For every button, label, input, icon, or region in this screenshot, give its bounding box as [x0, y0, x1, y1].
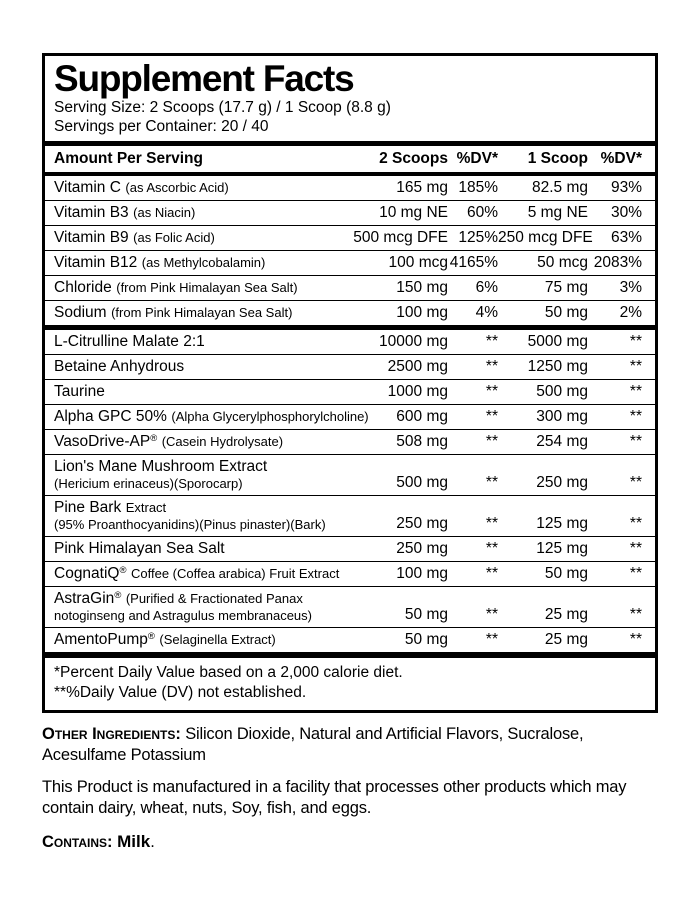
- table-row: [45, 330, 655, 354]
- ingredient-note-line2: (Hericium erinaceus)(Sporocarp): [54, 476, 243, 491]
- header-percent-dv-2-scoops: %DV*: [456, 150, 498, 167]
- ingredient-name-cell: [54, 407, 369, 426]
- amount-2-scoops: 100 mg: [396, 304, 448, 321]
- ingredient-name-cell: [54, 564, 338, 583]
- ingredient-note-line2: (95% Proanthocyanidins)(Pinus pinaster)(Bark): [54, 517, 326, 532]
- amount-1-scoop: 300 mg: [536, 408, 588, 425]
- header-amount-per-serving: Amount Per Serving: [54, 150, 203, 167]
- percent-dv-1-scoop: 93%: [610, 179, 642, 196]
- amount-2-scoops: 1000 mg: [387, 383, 448, 400]
- percent-dv-2-scoops: **: [485, 358, 498, 375]
- amount-1-scoop: 250 mg: [536, 474, 588, 491]
- amount-2-scoops: 150 mg: [396, 279, 448, 296]
- percent-dv-1-scoop: **: [629, 631, 642, 648]
- ingredient-name: VasoDrive-AP: [54, 433, 151, 450]
- amount-1-scoop: 50 mg: [544, 304, 588, 321]
- amount-1-scoop: 125 mg: [536, 515, 588, 532]
- ingredient-name: Alpha GPC 50%: [54, 408, 167, 425]
- percent-dv-2-scoops: **: [485, 333, 498, 350]
- contains-statement: [42, 832, 658, 852]
- registered-trademark-icon: ®: [147, 631, 155, 642]
- ingredient-note: (as Methylcobalamin): [141, 255, 266, 270]
- ingredient-note: (Casein Hydrolysate): [161, 434, 284, 449]
- percent-dv-1-scoop: 30%: [610, 204, 642, 221]
- percent-dv-1-scoop: **: [629, 474, 642, 491]
- ingredient-name-cell: [54, 539, 338, 558]
- percent-dv-2-scoops: **: [485, 631, 498, 648]
- ingredient-name-cell: [54, 382, 338, 401]
- table-row: [45, 561, 655, 586]
- amount-1-scoop: 25 mg: [544, 606, 588, 623]
- amount-1-scoop: 125 mg: [536, 540, 588, 557]
- ingredient-name-cell: [54, 178, 338, 197]
- allergen-statement: This Product is manufactured in a facility that processes other products which may contain dairy, wheat, nuts, Soy, fish, and eggs.: [42, 778, 627, 817]
- percent-dv-1-scoop: **: [629, 540, 642, 557]
- amount-2-scoops: 50 mg: [404, 606, 448, 623]
- ingredient-note: (Purified & Fractionated Panax: [125, 591, 303, 606]
- ingredient-note: (as Ascorbic Acid): [125, 180, 229, 195]
- ingredient-name-cell: [54, 228, 338, 247]
- ingredient-name: AmentoPump: [54, 631, 148, 648]
- percent-dv-2-scoops: **: [485, 515, 498, 532]
- panel-title: Supplement Facts: [54, 58, 354, 99]
- percent-dv-2-scoops: 4165%: [449, 254, 498, 271]
- table-row: [45, 404, 655, 429]
- amount-1-scoop: 5 mg NE: [527, 204, 588, 221]
- table-row: [45, 225, 655, 250]
- registered-trademark-icon: ®: [119, 565, 127, 576]
- ingredient-name-cell: [54, 357, 338, 376]
- ingredient-name-cell: [54, 630, 338, 649]
- percent-dv-1-scoop: **: [629, 358, 642, 375]
- percent-dv-2-scoops: 60%: [466, 204, 498, 221]
- footnotes: [45, 658, 655, 710]
- percent-dv-1-scoop: **: [629, 408, 642, 425]
- amount-2-scoops: 250 mg: [396, 540, 448, 557]
- ingredient-name: Sodium: [54, 304, 107, 321]
- amount-1-scoop: 500 mg: [536, 383, 588, 400]
- amount-2-scoops: 500 mcg DFE: [353, 229, 448, 246]
- other-ingredients-statement: [42, 724, 660, 766]
- amount-1-scoop: 75 mg: [544, 279, 588, 296]
- percent-dv-1-scoop: 2%: [619, 304, 642, 321]
- ingredient-name: Pink Himalayan Sea Salt: [54, 540, 225, 557]
- amount-2-scoops: 100 mg: [396, 565, 448, 582]
- amount-1-scoop: 50 mg: [544, 565, 588, 582]
- percent-dv-2-scoops: 4%: [475, 304, 498, 321]
- table-row: [45, 627, 655, 652]
- footnote-daily-value: *Percent Daily Value based on a 2,000 calorie diet.: [54, 664, 403, 681]
- percent-dv-2-scoops: 6%: [475, 279, 498, 296]
- percent-dv-1-scoop: 63%: [610, 229, 642, 246]
- amount-2-scoops: 10 mg NE: [379, 204, 448, 221]
- header-percent-dv-1-scoop: %DV*: [600, 150, 642, 167]
- column-header-row: [45, 146, 655, 172]
- table-row: [45, 300, 655, 325]
- ingredient-name-cell: [54, 303, 338, 322]
- percent-dv-1-scoop: **: [629, 383, 642, 400]
- ingredient-name: Pine Bark: [54, 499, 122, 516]
- percent-dv-2-scoops: **: [485, 565, 498, 582]
- table-row: [45, 379, 655, 404]
- amount-1-scoop: 50 mcg: [537, 254, 588, 271]
- ingredient-note: (from Pink Himalayan Sea Salt): [116, 280, 298, 295]
- table-row: [45, 536, 655, 561]
- ingredient-name: CognatiQ: [54, 565, 120, 582]
- ingredient-note: Coffee (Coffea arabica) Fruit Extract: [130, 566, 340, 581]
- ingredient-name-cell: [54, 332, 338, 351]
- ingredient-name: Vitamin B12: [54, 254, 138, 271]
- ingredient-name: L-Citrulline Malate 2:1: [54, 333, 205, 350]
- percent-dv-2-scoops: **: [485, 408, 498, 425]
- amount-1-scoop: 1250 mg: [527, 358, 588, 375]
- amount-1-scoop: 82.5 mg: [531, 179, 588, 196]
- other-ingredients-text: Silicon Dioxide, Natural and Artificial Flavors, Sucralose, Acesulfame Potassium: [42, 725, 584, 764]
- amount-1-scoop: 5000 mg: [527, 333, 588, 350]
- ingredient-note: (as Niacin): [133, 205, 196, 220]
- table-row: [45, 586, 655, 627]
- supplement-facts-panel: [42, 53, 658, 713]
- servings-per-container: Servings per Container: 20 / 40: [54, 117, 269, 135]
- ingredient-name-cell: [54, 203, 338, 222]
- table-row: [45, 275, 655, 300]
- other-ingredients-label: Other Ingredients:: [42, 725, 181, 743]
- percent-dv-2-scoops: **: [485, 540, 498, 557]
- header-1-scoop: 1 Scoop: [527, 150, 588, 167]
- percent-dv-2-scoops: **: [485, 433, 498, 450]
- ingredient-name-cell: [54, 253, 338, 272]
- actives-section: [45, 330, 655, 652]
- ingredient-note-line2: notoginseng and Astragulus membranaceus): [54, 608, 312, 623]
- percent-dv-2-scoops: **: [485, 383, 498, 400]
- ingredient-name: Vitamin C: [54, 179, 121, 196]
- ingredient-name-cell: [54, 498, 338, 533]
- amount-2-scoops: 250 mg: [396, 515, 448, 532]
- table-row: [45, 354, 655, 379]
- ingredient-note: (Alpha Glycerylphosphorylcholine): [171, 409, 369, 424]
- table-row: [45, 495, 655, 536]
- amount-1-scoop: 250 mcg DFE: [498, 229, 593, 246]
- ingredient-name: Lion's Mane Mushroom Extract: [54, 458, 268, 475]
- amount-1-scoop: 254 mg: [536, 433, 588, 450]
- amount-2-scoops: 500 mg: [396, 474, 448, 491]
- percent-dv-1-scoop: **: [629, 565, 642, 582]
- footnote-not-established: **%Daily Value (DV) not established.: [54, 683, 307, 701]
- contains-value: Milk: [117, 832, 151, 851]
- ingredient-note: (as Folic Acid): [133, 230, 215, 245]
- amount-2-scoops: 50 mg: [404, 631, 448, 648]
- contains-period: .: [150, 833, 155, 851]
- vitamins-section: [45, 176, 655, 325]
- table-row: [45, 176, 655, 200]
- amount-2-scoops: 10000 mg: [379, 333, 448, 350]
- ingredient-name: Betaine Anhydrous: [54, 358, 185, 375]
- ingredient-name: AstraGin: [54, 590, 115, 607]
- header-2-scoops: 2 Scoops: [379, 150, 448, 167]
- ingredient-name: Vitamin B3: [54, 204, 129, 221]
- table-row: [45, 429, 655, 454]
- percent-dv-2-scoops: **: [485, 474, 498, 491]
- ingredient-name-cell: [54, 278, 338, 297]
- amount-1-scoop: 25 mg: [544, 631, 588, 648]
- table-row: [45, 200, 655, 225]
- percent-dv-1-scoop: **: [629, 515, 642, 532]
- ingredient-name: Vitamin B9: [54, 229, 129, 246]
- amount-2-scoops: 2500 mg: [387, 358, 448, 375]
- amount-2-scoops: 600 mg: [396, 408, 448, 425]
- serving-size: Serving Size: 2 Scoops (17.7 g) / 1 Scoop (8.8 g): [54, 99, 391, 116]
- ingredient-note: Extract: [125, 500, 167, 515]
- table-row: [45, 454, 655, 495]
- registered-trademark-icon: ®: [114, 590, 122, 601]
- ingredient-name-cell: [54, 457, 338, 492]
- percent-dv-2-scoops: 125%: [458, 229, 498, 246]
- ingredient-name: Taurine: [54, 383, 105, 400]
- ingredient-name-cell: [54, 589, 338, 624]
- percent-dv-1-scoop: **: [629, 433, 642, 450]
- percent-dv-2-scoops: 185%: [458, 179, 498, 196]
- amount-2-scoops: 165 mg: [396, 179, 448, 196]
- amount-2-scoops: 508 mg: [396, 433, 448, 450]
- ingredient-note: (from Pink Himalayan Sea Salt): [111, 305, 293, 320]
- percent-dv-1-scoop: 3%: [619, 279, 642, 296]
- percent-dv-2-scoops: **: [485, 606, 498, 623]
- registered-trademark-icon: ®: [150, 433, 158, 444]
- table-row: [45, 250, 655, 275]
- amount-2-scoops: 100 mcg: [388, 254, 448, 271]
- percent-dv-1-scoop: **: [629, 333, 642, 350]
- ingredient-name: Chloride: [54, 279, 112, 296]
- ingredient-name-cell: [54, 432, 338, 451]
- contains-label: Contains:: [42, 833, 113, 851]
- percent-dv-1-scoop: 2083%: [593, 254, 642, 271]
- ingredient-note: (Selaginella Extract): [159, 632, 276, 647]
- percent-dv-1-scoop: **: [629, 606, 642, 623]
